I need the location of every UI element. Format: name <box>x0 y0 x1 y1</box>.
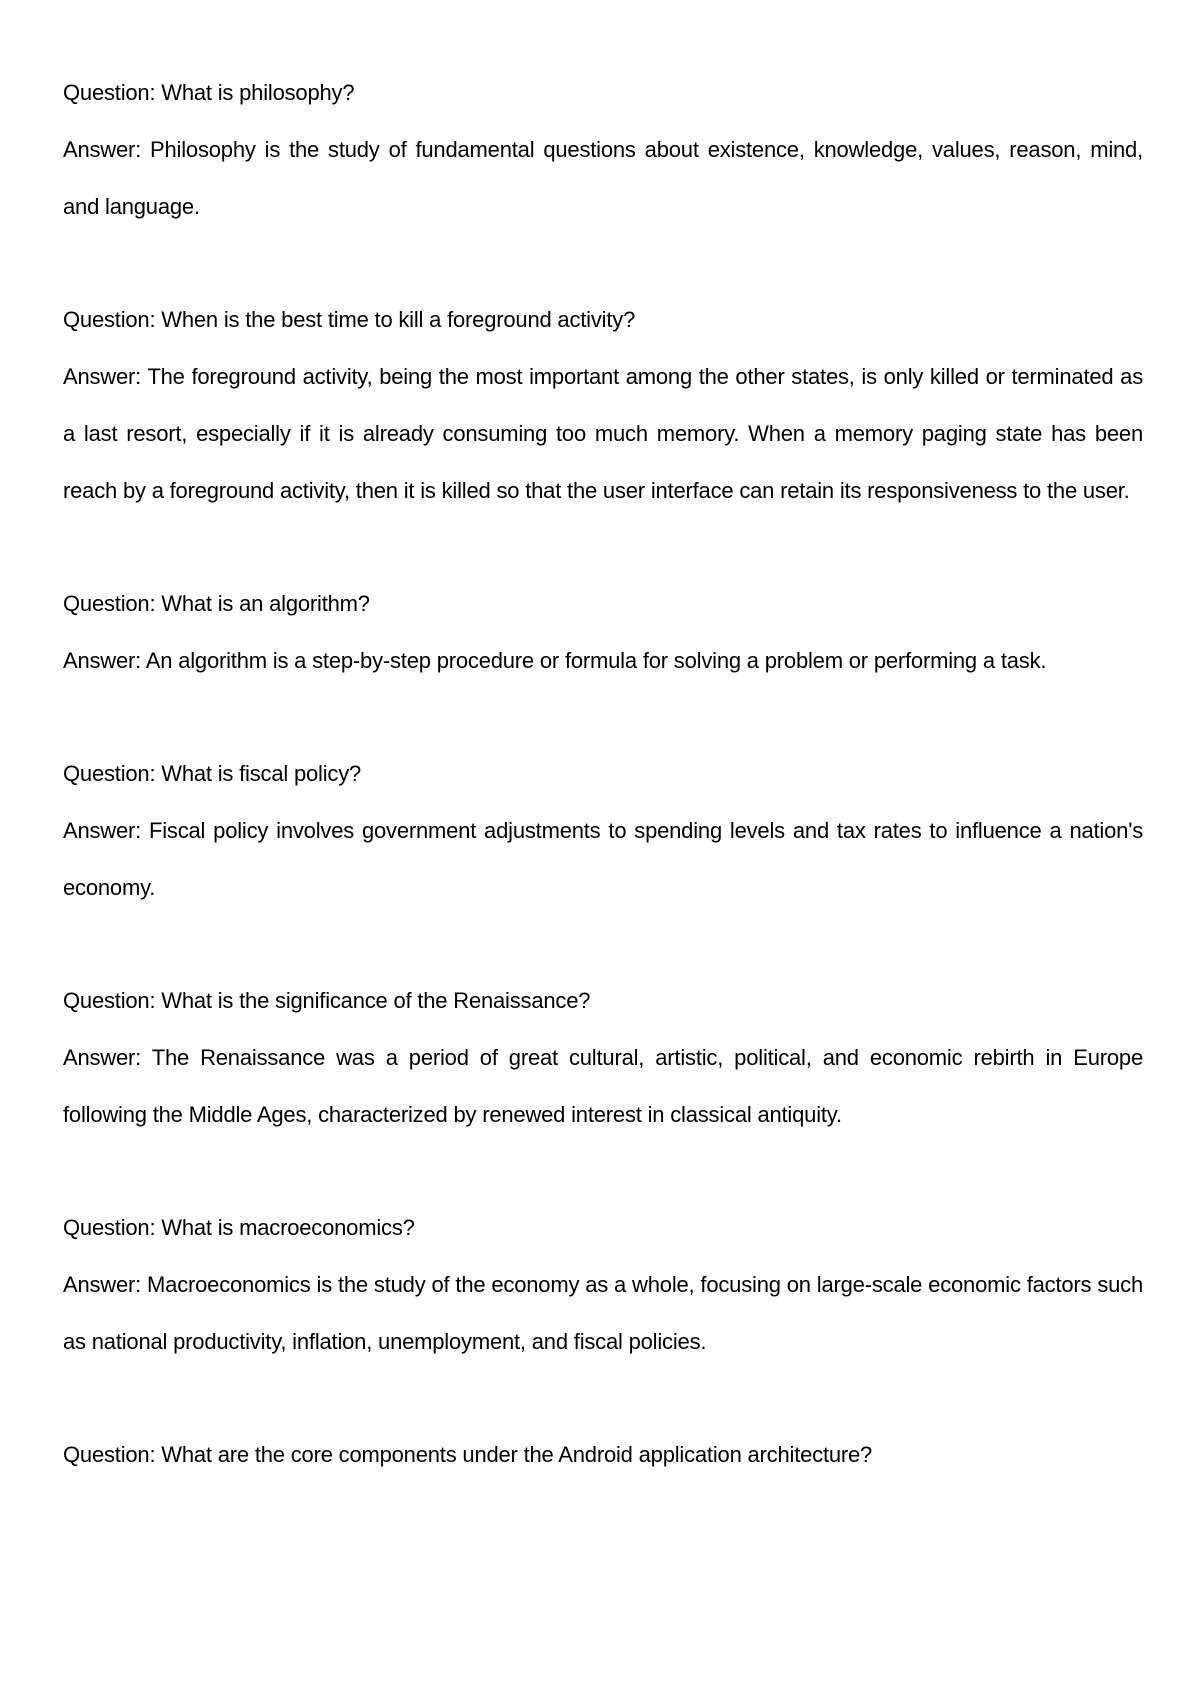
qa-item <box>63 972 1143 1143</box>
answer-text: Answer: Philosophy is the study of fundamental questions about existence, knowledge, values, reason, mind, and language. <box>63 137 1143 219</box>
answer-text: Answer: The Renaissance was a period of great cultural, artistic, political, and economic rebirth in Europe following the Middle Ages, characterized by renewed interest in classical antiquity. <box>63 1045 1143 1127</box>
answer-text: Answer: An algorithm is a step-by-step procedure or formula for solving a problem or performing a task. <box>63 648 1047 673</box>
question-text: Question: What is philosophy? <box>63 80 355 105</box>
qa-item <box>63 64 1143 235</box>
answer-text: Answer: The foreground activity, being the most important among the other states, is only killed or terminated as a last resort, especially if it is already consuming too much memory. When a memory paging state has been reach by a foreground activity, then it is killed so that the user interface can retain its responsiveness to the user. <box>63 364 1143 503</box>
answer-text: Answer: Macroeconomics is the study of the economy as a whole, focusing on large-scale economic factors such as national productivity, inflation, unemployment, and fiscal policies. <box>63 1272 1143 1354</box>
qa-content <box>63 64 1143 1539</box>
qa-item <box>63 291 1143 519</box>
question-text: Question: What are the core components under the Android application architecture? <box>63 1442 873 1467</box>
question-text: Question: What is macroeconomics? <box>63 1215 415 1240</box>
question-text: Question: What is an algorithm? <box>63 591 370 616</box>
qa-item <box>63 745 1143 916</box>
question-text: Question: What is the significance of the Renaissance? <box>63 988 591 1013</box>
qa-item <box>63 1426 1143 1483</box>
answer-text: Answer: Fiscal policy involves government adjustments to spending levels and tax rates to influence a nation's economy. <box>63 818 1143 900</box>
question-text: Question: When is the best time to kill a foreground activity? <box>63 307 636 332</box>
question-text: Question: What is fiscal policy? <box>63 761 362 786</box>
qa-item <box>63 575 1143 689</box>
qa-item <box>63 1199 1143 1370</box>
